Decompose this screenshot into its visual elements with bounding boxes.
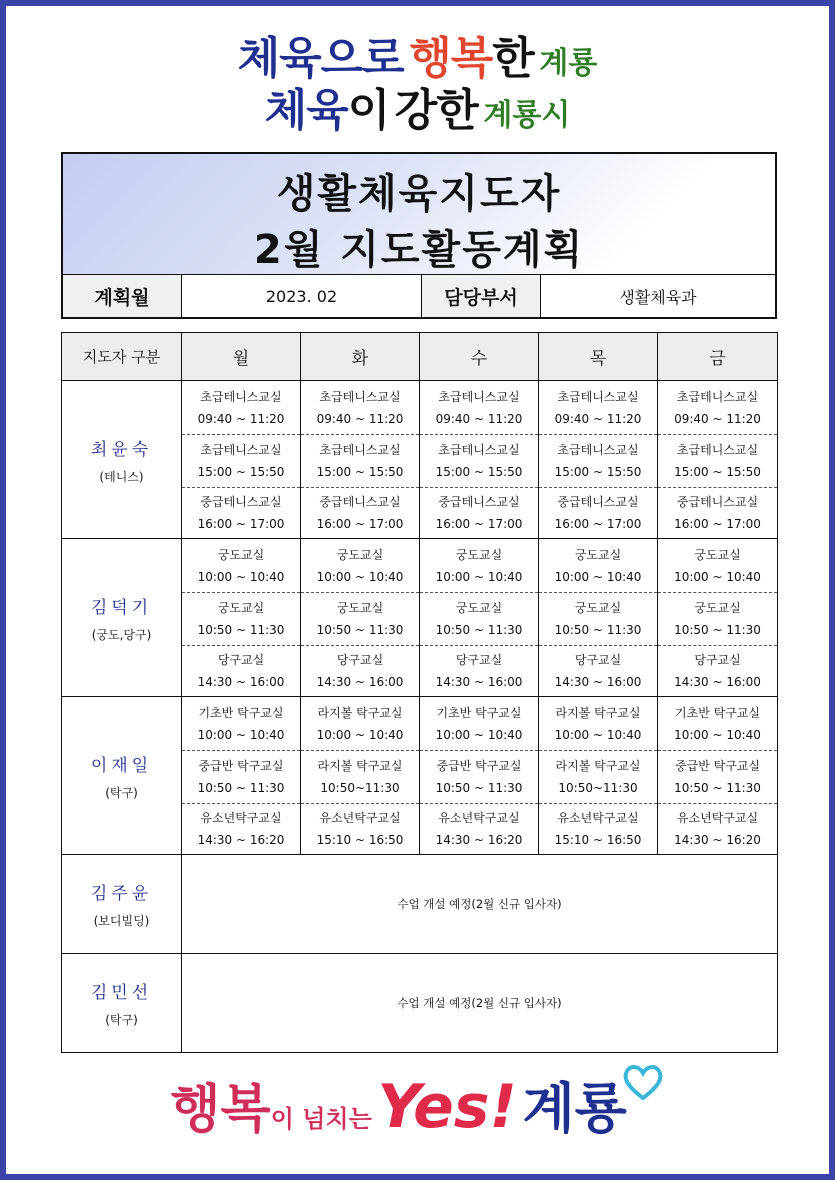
instructor-sport: (탁구) (105, 785, 138, 800)
footer-word: Yes! (377, 1072, 517, 1142)
class-slot (301, 539, 419, 592)
class-time: 14:30 ~ 16:20 (197, 833, 285, 847)
class-slot (182, 539, 300, 592)
class-name: 유소년탁구교실 (676, 811, 759, 825)
slogan-word: 계룡시 (483, 98, 571, 133)
class-slot (658, 645, 777, 696)
instructor-sport: (보디빌딩) (93, 914, 150, 928)
class-name: 궁도교실 (574, 601, 622, 615)
day-cell (420, 381, 539, 539)
instructor-cell (62, 539, 182, 697)
class-slot (539, 539, 657, 592)
column-header: 목 (539, 333, 658, 381)
day-cell (301, 697, 420, 855)
class-slot (420, 381, 538, 434)
class-name: 중급테니스교실 (557, 495, 639, 509)
class-name: 초급테니스교실 (438, 443, 520, 457)
class-slot (539, 645, 657, 696)
class-name: 라지볼 탁구교실 (555, 759, 641, 773)
class-time: 10:00 ~ 10:40 (674, 727, 761, 742)
schedule-note: 수업 개설 예정(2월 신규 입사자) (182, 954, 778, 1053)
class-name: 라지볼 탁구교실 (555, 705, 641, 720)
document-title: 생활체육지도자 (276, 171, 562, 217)
class-name: 당구교실 (455, 653, 503, 667)
class-name: 중급반 탁구교실 (436, 759, 522, 773)
class-time: 09:40 ~ 11:20 (435, 411, 523, 426)
class-name: 당구교실 (694, 653, 741, 667)
plan-month-value: 2023. 02 (182, 275, 422, 317)
class-time: 15:10 ~ 16:50 (316, 833, 404, 847)
class-name: 초급테니스교실 (676, 443, 759, 457)
class-time: 15:00 ~ 15:50 (435, 465, 523, 479)
class-slot (658, 539, 777, 592)
class-name: 당구교실 (336, 653, 384, 667)
class-time: 09:40 ~ 11:20 (316, 411, 404, 426)
heart-icon (621, 1062, 665, 1102)
title-banner (63, 154, 775, 275)
class-name: 초급테니스교실 (557, 443, 639, 457)
class-slot (420, 592, 538, 645)
title-box (61, 152, 777, 319)
class-name: 중급테니스교실 (438, 495, 520, 509)
schedule-table (61, 332, 778, 1053)
class-name: 궁도교실 (455, 601, 503, 615)
class-name: 궁도교실 (217, 547, 265, 562)
class-time: 14:30 ~ 16:20 (674, 833, 761, 847)
class-slot (182, 645, 300, 696)
class-slot (658, 487, 777, 538)
class-slot (658, 434, 777, 487)
class-slot (182, 487, 300, 538)
day-cell (658, 539, 778, 697)
class-name: 중급반 탁구교실 (198, 759, 284, 773)
meta-row (63, 275, 775, 317)
instructor-sport: (궁도,당구) (91, 627, 152, 642)
class-time: 10:00 ~ 10:40 (316, 569, 404, 584)
day-cell (539, 539, 658, 697)
class-slot (182, 434, 300, 487)
class-slot (301, 381, 419, 434)
class-name: 기초반 탁구교실 (436, 705, 522, 720)
slogan-word: 행복 (409, 33, 493, 84)
slogan-word: 체육 (237, 33, 321, 84)
class-time: 14:30 ~ 16:20 (435, 833, 523, 847)
class-time: 15:10 ~ 16:50 (554, 833, 642, 847)
class-time: 16:00 ~ 17:00 (674, 517, 761, 531)
slogan-word: 으로 (320, 33, 404, 84)
document-subtitle: 2월 지도활동계획 (253, 227, 585, 273)
instructor-name: 최윤숙 (90, 439, 153, 460)
class-slot (420, 539, 538, 592)
class-name: 궁도교실 (455, 547, 503, 562)
slogan-line-2 (0, 74, 835, 138)
class-time: 15:00 ~ 15:50 (674, 465, 761, 479)
column-header: 지도자 구분 (62, 333, 182, 381)
class-name: 유소년탁구교실 (319, 811, 401, 825)
class-time: 10:50 ~ 11:30 (197, 781, 285, 795)
class-slot (539, 487, 657, 538)
class-slot (539, 381, 657, 434)
column-header: 월 (182, 333, 301, 381)
dept-label: 담당부서 (422, 275, 541, 317)
instructor-cell (62, 855, 182, 954)
class-name: 중급테니스교실 (200, 495, 282, 509)
class-name: 라지볼 탁구교실 (317, 759, 403, 773)
day-cell (182, 539, 301, 697)
class-slot (182, 592, 300, 645)
class-slot (301, 487, 419, 538)
class-slot (301, 803, 419, 854)
column-header: 수 (420, 333, 539, 381)
class-time: 10:50 ~ 11:30 (674, 623, 761, 637)
class-name: 초급테니스교실 (200, 389, 282, 404)
class-name: 유소년탁구교실 (557, 811, 639, 825)
class-name: 궁도교실 (694, 547, 741, 562)
class-name: 초급테니스교실 (438, 389, 520, 404)
class-time: 09:40 ~ 11:20 (197, 411, 285, 426)
class-slot (182, 381, 300, 434)
column-header: 금 (658, 333, 778, 381)
class-time: 10:00 ~ 10:40 (674, 569, 761, 584)
class-time: 10:50 ~ 11:30 (316, 623, 404, 637)
class-name: 기초반 탁구교실 (675, 705, 760, 720)
class-name: 유소년탁구교실 (438, 811, 520, 825)
table-row (62, 381, 778, 539)
class-time: 10:00 ~ 10:40 (197, 569, 285, 584)
class-time: 10:50 ~ 11:30 (435, 781, 523, 795)
class-name: 초급테니스교실 (319, 389, 401, 404)
class-name: 중급테니스교실 (676, 495, 759, 509)
day-cell (182, 381, 301, 539)
instructor-cell (62, 697, 182, 855)
class-slot (301, 592, 419, 645)
class-time: 16:00 ~ 17:00 (316, 517, 404, 531)
class-slot (420, 750, 538, 803)
class-time: 10:00 ~ 10:40 (554, 569, 642, 584)
class-slot (420, 697, 538, 750)
instructor-name: 김민선 (90, 983, 153, 1003)
class-name: 초급테니스교실 (557, 389, 639, 404)
class-name: 당구교실 (574, 653, 622, 667)
slogan-word: 체육 (264, 85, 348, 136)
class-name: 초급테니스교실 (200, 443, 282, 457)
class-name: 초급테니스교실 (676, 389, 759, 404)
day-cell (420, 539, 539, 697)
class-name: 궁도교실 (574, 547, 622, 562)
schedule-note: 수업 개설 예정(2월 신규 입사자) (182, 855, 778, 954)
class-name: 기초반 탁구교실 (198, 705, 284, 720)
class-slot (301, 434, 419, 487)
class-name: 궁도교실 (694, 601, 741, 615)
class-name: 당구교실 (217, 653, 265, 667)
class-time: 10:50 ~ 11:30 (435, 623, 523, 637)
class-time: 09:40 ~ 11:20 (674, 411, 761, 426)
instructor-name: 이재일 (90, 755, 153, 776)
day-cell (539, 381, 658, 539)
class-time: 14:30 ~ 16:00 (316, 675, 404, 689)
class-name: 궁도교실 (336, 601, 384, 615)
class-slot (658, 592, 777, 645)
instructor-cell (62, 381, 182, 539)
day-cell (539, 697, 658, 855)
instructor-sport: (탁구) (105, 1013, 138, 1027)
slogan-word: 이 (347, 85, 390, 136)
table-row (62, 954, 778, 1053)
class-time: 14:30 ~ 16:00 (674, 675, 761, 689)
class-slot (658, 381, 777, 434)
class-time: 15:00 ~ 15:50 (554, 465, 642, 479)
day-cell (301, 381, 420, 539)
class-slot (539, 434, 657, 487)
day-cell (182, 697, 301, 855)
class-time: 09:40 ~ 11:20 (554, 411, 642, 426)
table-header-row (62, 333, 778, 381)
column-header: 화 (301, 333, 420, 381)
slogan-word: 강한 (394, 85, 478, 136)
class-time: 10:50 ~ 11:30 (674, 781, 761, 795)
class-time: 15:00 ~ 15:50 (197, 465, 285, 479)
class-name: 궁도교실 (336, 547, 384, 562)
class-slot (539, 750, 657, 803)
class-time: 10:00 ~ 10:40 (197, 727, 285, 742)
class-slot (420, 434, 538, 487)
class-slot (301, 750, 419, 803)
class-slot (539, 803, 657, 854)
class-name: 중급반 탁구교실 (675, 759, 760, 773)
class-slot (658, 750, 777, 803)
footer-word: 행복 (170, 1080, 271, 1140)
class-slot (539, 697, 657, 750)
class-slot (539, 592, 657, 645)
dept-value: 생활체육과 (619, 287, 697, 307)
class-slot (301, 645, 419, 696)
class-slot (658, 803, 777, 854)
footer-slogan (0, 1066, 835, 1143)
class-time: 10:00 ~ 10:40 (316, 727, 404, 742)
class-time: 10:50~11:30 (320, 781, 400, 795)
class-time: 10:00 ~ 10:40 (435, 727, 523, 742)
class-time: 14:30 ~ 16:00 (197, 675, 285, 689)
class-time: 10:50~11:30 (558, 781, 638, 795)
class-slot (420, 487, 538, 538)
day-cell (301, 539, 420, 697)
class-time: 14:30 ~ 16:00 (435, 675, 523, 689)
class-time: 16:00 ~ 17:00 (554, 517, 642, 531)
day-cell (658, 697, 778, 855)
table-row (62, 697, 778, 855)
instructor-name: 김덕기 (90, 597, 153, 618)
slogan-word: 한 (492, 33, 534, 84)
class-time: 16:00 ~ 17:00 (435, 517, 523, 531)
table-row (62, 855, 778, 954)
class-slot (420, 645, 538, 696)
class-time: 10:50 ~ 11:30 (197, 623, 285, 637)
class-slot (658, 697, 777, 750)
class-name: 라지볼 탁구교실 (317, 705, 403, 720)
class-time: 10:00 ~ 10:40 (554, 727, 642, 742)
slogan-word: 계룡 (539, 46, 598, 81)
footer-word: 이 넘치는 (270, 1105, 372, 1133)
footer-word: 계룡 (522, 1077, 627, 1140)
instructor-sport: (테니스) (99, 469, 144, 484)
class-name: 유소년탁구교실 (200, 811, 282, 825)
plan-month-label: 계획월 (63, 275, 182, 317)
class-time: 16:00 ~ 17:00 (197, 517, 285, 531)
class-time: 15:00 ~ 15:50 (316, 465, 404, 479)
class-slot (182, 750, 300, 803)
class-name: 초급테니스교실 (319, 443, 401, 457)
instructor-name: 김주윤 (90, 884, 153, 904)
class-slot (301, 697, 419, 750)
class-slot (182, 803, 300, 854)
class-time: 14:30 ~ 16:00 (554, 675, 642, 689)
instructor-cell (62, 954, 182, 1053)
day-cell (658, 381, 778, 539)
class-slot (182, 697, 300, 750)
class-time: 10:00 ~ 10:40 (435, 569, 523, 584)
day-cell (420, 697, 539, 855)
class-time: 10:50 ~ 11:30 (554, 623, 642, 637)
class-name: 궁도교실 (217, 601, 265, 615)
class-name: 중급테니스교실 (319, 495, 401, 509)
class-slot (420, 803, 538, 854)
table-row (62, 539, 778, 697)
